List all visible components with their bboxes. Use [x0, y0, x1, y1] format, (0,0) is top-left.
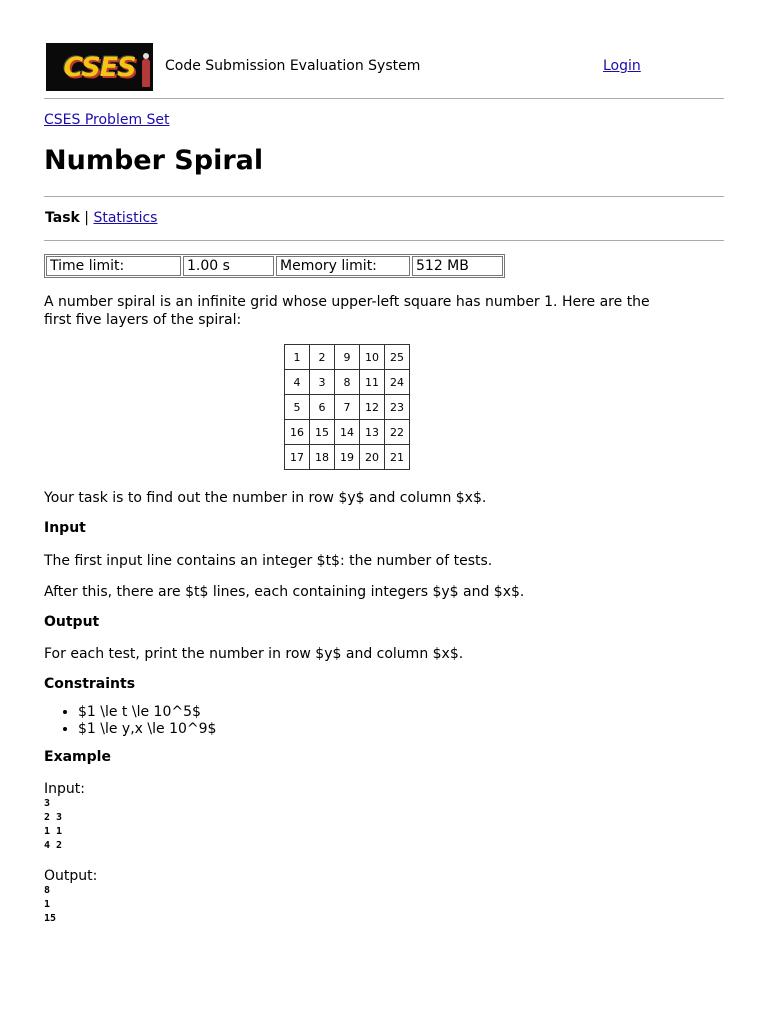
- spiral-row: [285, 395, 410, 420]
- breadcrumb-problem-set[interactable]: CSES Problem Set: [44, 112, 170, 128]
- header-divider: [44, 98, 724, 99]
- example-output-block: 8 1 15: [44, 885, 57, 924]
- spiral-cell: 14: [335, 420, 360, 445]
- example-output-label: Output:: [44, 868, 98, 884]
- spiral-cell: 2: [310, 345, 335, 370]
- task-text: Your task is to find out the number in row $y$ and column $x$.: [44, 490, 487, 506]
- tab-task[interactable]: Task: [45, 210, 80, 226]
- nav-divider: [44, 240, 724, 241]
- site-header: [44, 43, 724, 91]
- login-link[interactable]: Login: [603, 58, 641, 74]
- memory-limit-label: Memory limit:: [276, 256, 410, 276]
- spiral-cell: 21: [385, 445, 410, 470]
- spiral-cell: 23: [385, 395, 410, 420]
- input-text-1: The first input line contains an integer $t$: the number of tests.: [44, 553, 493, 569]
- spiral-cell: 4: [285, 370, 310, 395]
- example-input-block: 3 2 3 1 1 4 2: [44, 798, 63, 851]
- time-limit-label: Time limit:: [46, 256, 181, 276]
- memory-limit-value: 512 MB: [412, 256, 503, 276]
- spiral-cell: 17: [285, 445, 310, 470]
- spiral-cell: 25: [385, 345, 410, 370]
- spiral-grid: [284, 344, 410, 470]
- spiral-cell: 1: [285, 345, 310, 370]
- site-title: Code Submission Evaluation System: [165, 58, 421, 74]
- spiral-cell: 7: [335, 395, 360, 420]
- spiral-cell: 8: [335, 370, 360, 395]
- input-heading: Input: [44, 520, 86, 536]
- spiral-cell: 9: [335, 345, 360, 370]
- spiral-cell: 24: [385, 370, 410, 395]
- spiral-cell: 16: [285, 420, 310, 445]
- spiral-row: [285, 420, 410, 445]
- constraints-heading: Constraints: [44, 676, 136, 692]
- example-input-label: Input:: [44, 781, 85, 797]
- spiral-cell: 5: [285, 395, 310, 420]
- example-heading: Example: [44, 749, 111, 765]
- spiral-cell: 19: [335, 445, 360, 470]
- spiral-row: [285, 445, 410, 470]
- spiral-cell: 18: [310, 445, 335, 470]
- constraints-list: [44, 704, 216, 738]
- constraint-item: • $1 \le y,x \le 10^9$: [78, 721, 216, 738]
- spiral-cell: 6: [310, 395, 335, 420]
- logo-text: CSES: [63, 51, 136, 83]
- spiral-cell: 11: [360, 370, 385, 395]
- nav-separator: |: [84, 210, 90, 226]
- spiral-cell: 13: [360, 420, 385, 445]
- logo-figure-icon: [142, 59, 150, 87]
- time-limit-value: 1.00 s: [183, 256, 274, 276]
- output-text: For each test, print the number in row $y$ and column $x$.: [44, 646, 464, 662]
- spiral-cell: 20: [360, 445, 385, 470]
- problem-nav: [45, 210, 157, 226]
- spiral-cell: 15: [310, 420, 335, 445]
- spiral-row: [285, 345, 410, 370]
- spiral-row: [285, 370, 410, 395]
- spiral-cell: 10: [360, 345, 385, 370]
- spiral-cell: 12: [360, 395, 385, 420]
- spiral-cell: 3: [310, 370, 335, 395]
- title-divider: [44, 196, 724, 197]
- output-heading: Output: [44, 614, 100, 630]
- tab-statistics[interactable]: Statistics: [93, 210, 158, 226]
- cses-logo[interactable]: [46, 43, 153, 91]
- intro-text: A number spiral is an infinite grid whose upper-left square has number 1. Here are the first five layers of the spiral:: [44, 294, 650, 328]
- constraint-item: • $1 \le t \le 10^5$: [78, 704, 216, 721]
- spiral-cell: 22: [385, 420, 410, 445]
- limits-table: [44, 254, 505, 278]
- input-text-2: After this, there are $t$ lines, each containing integers $y$ and $x$.: [44, 584, 525, 600]
- page-title: Number Spiral: [44, 145, 264, 176]
